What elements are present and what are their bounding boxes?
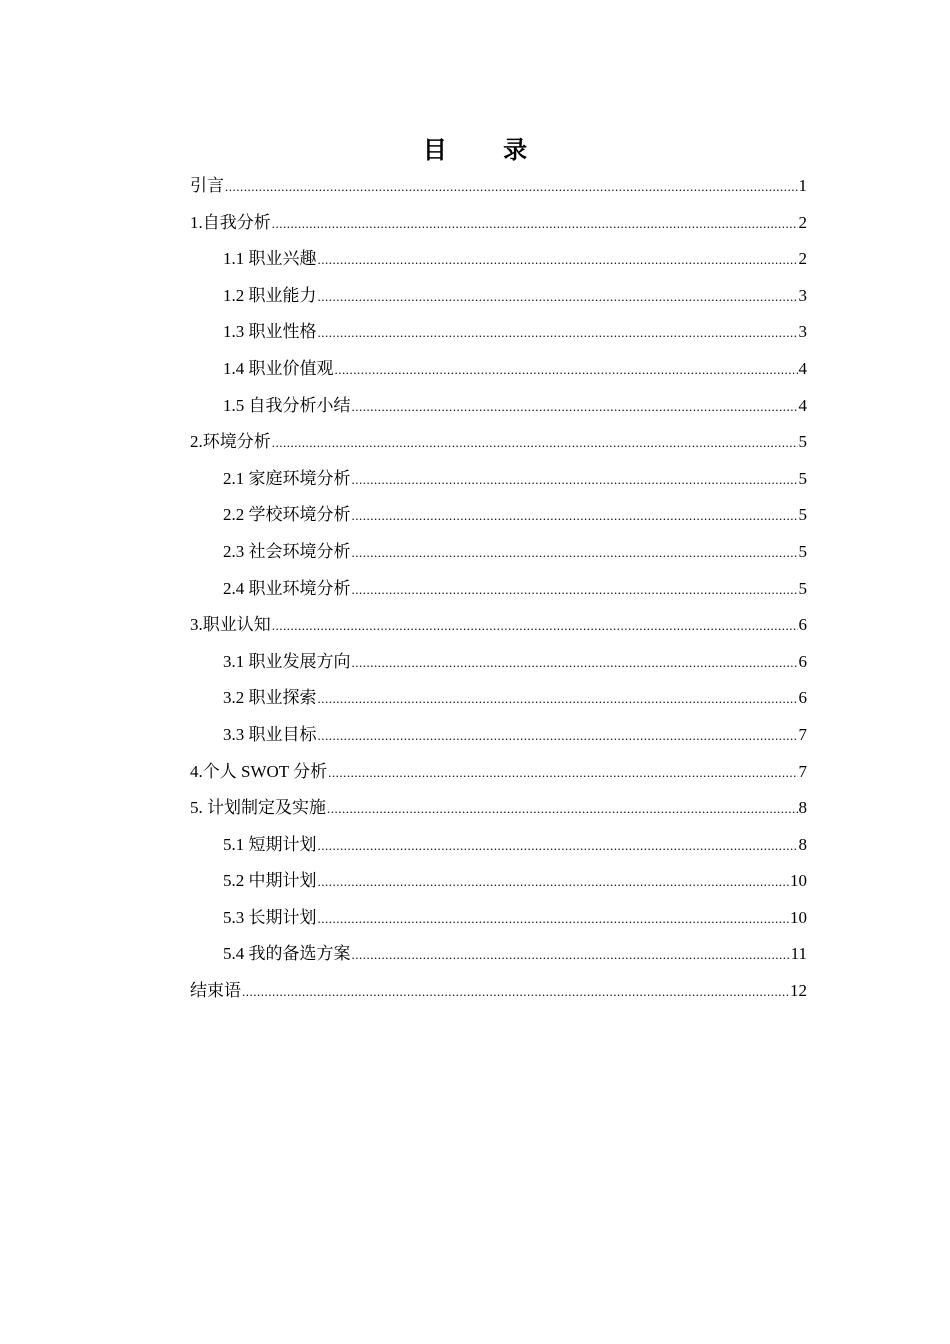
toc-entry[interactable] [190,754,807,791]
toc-entry-label: 1.5 自我分析小结 [223,395,351,415]
toc-entry-page-number: 5 [798,578,807,598]
toc-entry-page-number: 3 [798,322,807,342]
toc-entry-label: 5.4 我的备选方案 [223,944,351,964]
toc-dot-leader [272,206,798,243]
toc-dot-leader [352,645,798,682]
toc-dot-leader [318,718,798,755]
page-title: 目 录 [422,136,552,164]
toc-entry[interactable] [190,973,807,1010]
toc-dot-leader [352,498,798,535]
toc-entry-label: 2.2 学校环境分析 [223,505,351,525]
toc-entry-label: 5. 计划制定及实施 [190,798,326,818]
toc-entry[interactable] [190,863,807,900]
toc-entry-page-number: 11 [790,944,807,964]
toc-entry[interactable] [190,790,807,827]
toc-entry-label: 2.环境分析 [190,432,271,452]
toc-entry-page-number: 10 [790,907,807,927]
toc-dot-leader [272,425,798,462]
toc-dot-leader [327,791,798,828]
toc-dot-leader [318,315,798,352]
toc-entry-label: 结束语 [190,981,241,1001]
toc-entry-label: 3.职业认知 [190,615,271,635]
toc-dot-leader [352,937,790,974]
toc-dot-leader [318,901,790,938]
toc-entry[interactable] [190,168,807,205]
toc-entry-label: 1.自我分析 [190,212,271,232]
toc-entry[interactable] [190,388,807,425]
toc-dot-leader [242,974,789,1011]
toc-entry-page-number: 8 [798,834,807,854]
toc-entry-page-number: 10 [790,871,807,891]
toc-entry-page-number: 2 [798,212,807,232]
toc-entry-label: 1.1 职业兴趣 [223,249,317,269]
toc-entry-page-number: 5 [798,432,807,452]
toc-dot-leader [328,755,797,792]
toc-entry[interactable] [190,534,807,571]
toc-entry-label: 5.3 长期计划 [223,907,317,927]
toc-dot-leader [318,828,798,865]
toc-entry-label: 2.4 职业环境分析 [223,578,351,598]
toc-dot-leader [335,352,798,389]
toc-entry[interactable] [190,607,807,644]
toc-entry[interactable] [190,461,807,498]
toc-entry[interactable] [190,680,807,717]
toc-entry-label: 5.2 中期计划 [223,871,317,891]
toc-entry-page-number: 5 [798,505,807,525]
toc-entry-label: 2.1 家庭环境分析 [223,468,351,488]
toc-entry-label: 引言 [190,176,224,195]
toc-entry[interactable] [190,314,807,351]
toc-entry-page-number: 5 [798,541,807,561]
toc-entry-label: 1.4 职业价值观 [223,358,334,378]
toc-entry-label: 2.3 社会环境分析 [223,541,351,561]
toc-entry[interactable] [190,497,807,534]
toc-entry[interactable] [190,936,807,973]
toc-dot-leader [272,608,798,645]
toc-entry-page-number: 4 [798,395,807,415]
toc-dot-leader [318,864,790,901]
toc-entry-label: 3.2 职业探索 [223,688,317,708]
toc-entry-label: 4.个人 SWOT 分析 [190,761,328,781]
toc-entry[interactable] [190,278,807,315]
toc-entry-page-number: 1 [798,176,807,195]
toc-entry-page-number: 6 [798,615,807,635]
table-of-contents [190,168,807,1010]
toc-entry-page-number: 6 [798,688,807,708]
toc-dot-leader [352,389,798,426]
toc-entry[interactable] [190,351,807,388]
toc-entry[interactable] [190,571,807,608]
toc-entry-label: 1.3 职业性格 [223,322,317,342]
toc-entry-page-number: 4 [798,358,807,378]
toc-entry-page-number: 6 [798,651,807,671]
toc-entry-label: 1.2 职业能力 [223,285,317,305]
toc-entry[interactable] [190,241,807,278]
toc-dot-leader [352,572,798,609]
toc-entry[interactable] [190,717,807,754]
toc-entry-label: 3.1 职业发展方向 [223,651,351,671]
toc-entry-page-number: 12 [790,981,807,1001]
toc-entry-label: 5.1 短期计划 [223,834,317,854]
toc-entry[interactable] [190,205,807,242]
toc-entry[interactable] [190,827,807,864]
toc-entry-page-number: 3 [798,285,807,305]
toc-entry[interactable] [190,644,807,681]
toc-entry[interactable] [190,424,807,461]
toc-dot-leader [352,535,798,572]
toc-entry-page-number: 8 [798,798,807,818]
toc-dot-leader [318,681,798,718]
toc-entry-page-number: 7 [798,761,807,781]
toc-entry-page-number: 5 [798,468,807,488]
toc-entry[interactable] [190,900,807,937]
toc-entry-page-number: 2 [798,249,807,269]
toc-dot-leader [225,169,798,206]
toc-entry-label: 3.3 职业目标 [223,724,317,744]
toc-entry-page-number: 7 [798,724,807,744]
toc-dot-leader [318,242,798,279]
toc-dot-leader [318,279,798,316]
toc-dot-leader [352,462,798,499]
